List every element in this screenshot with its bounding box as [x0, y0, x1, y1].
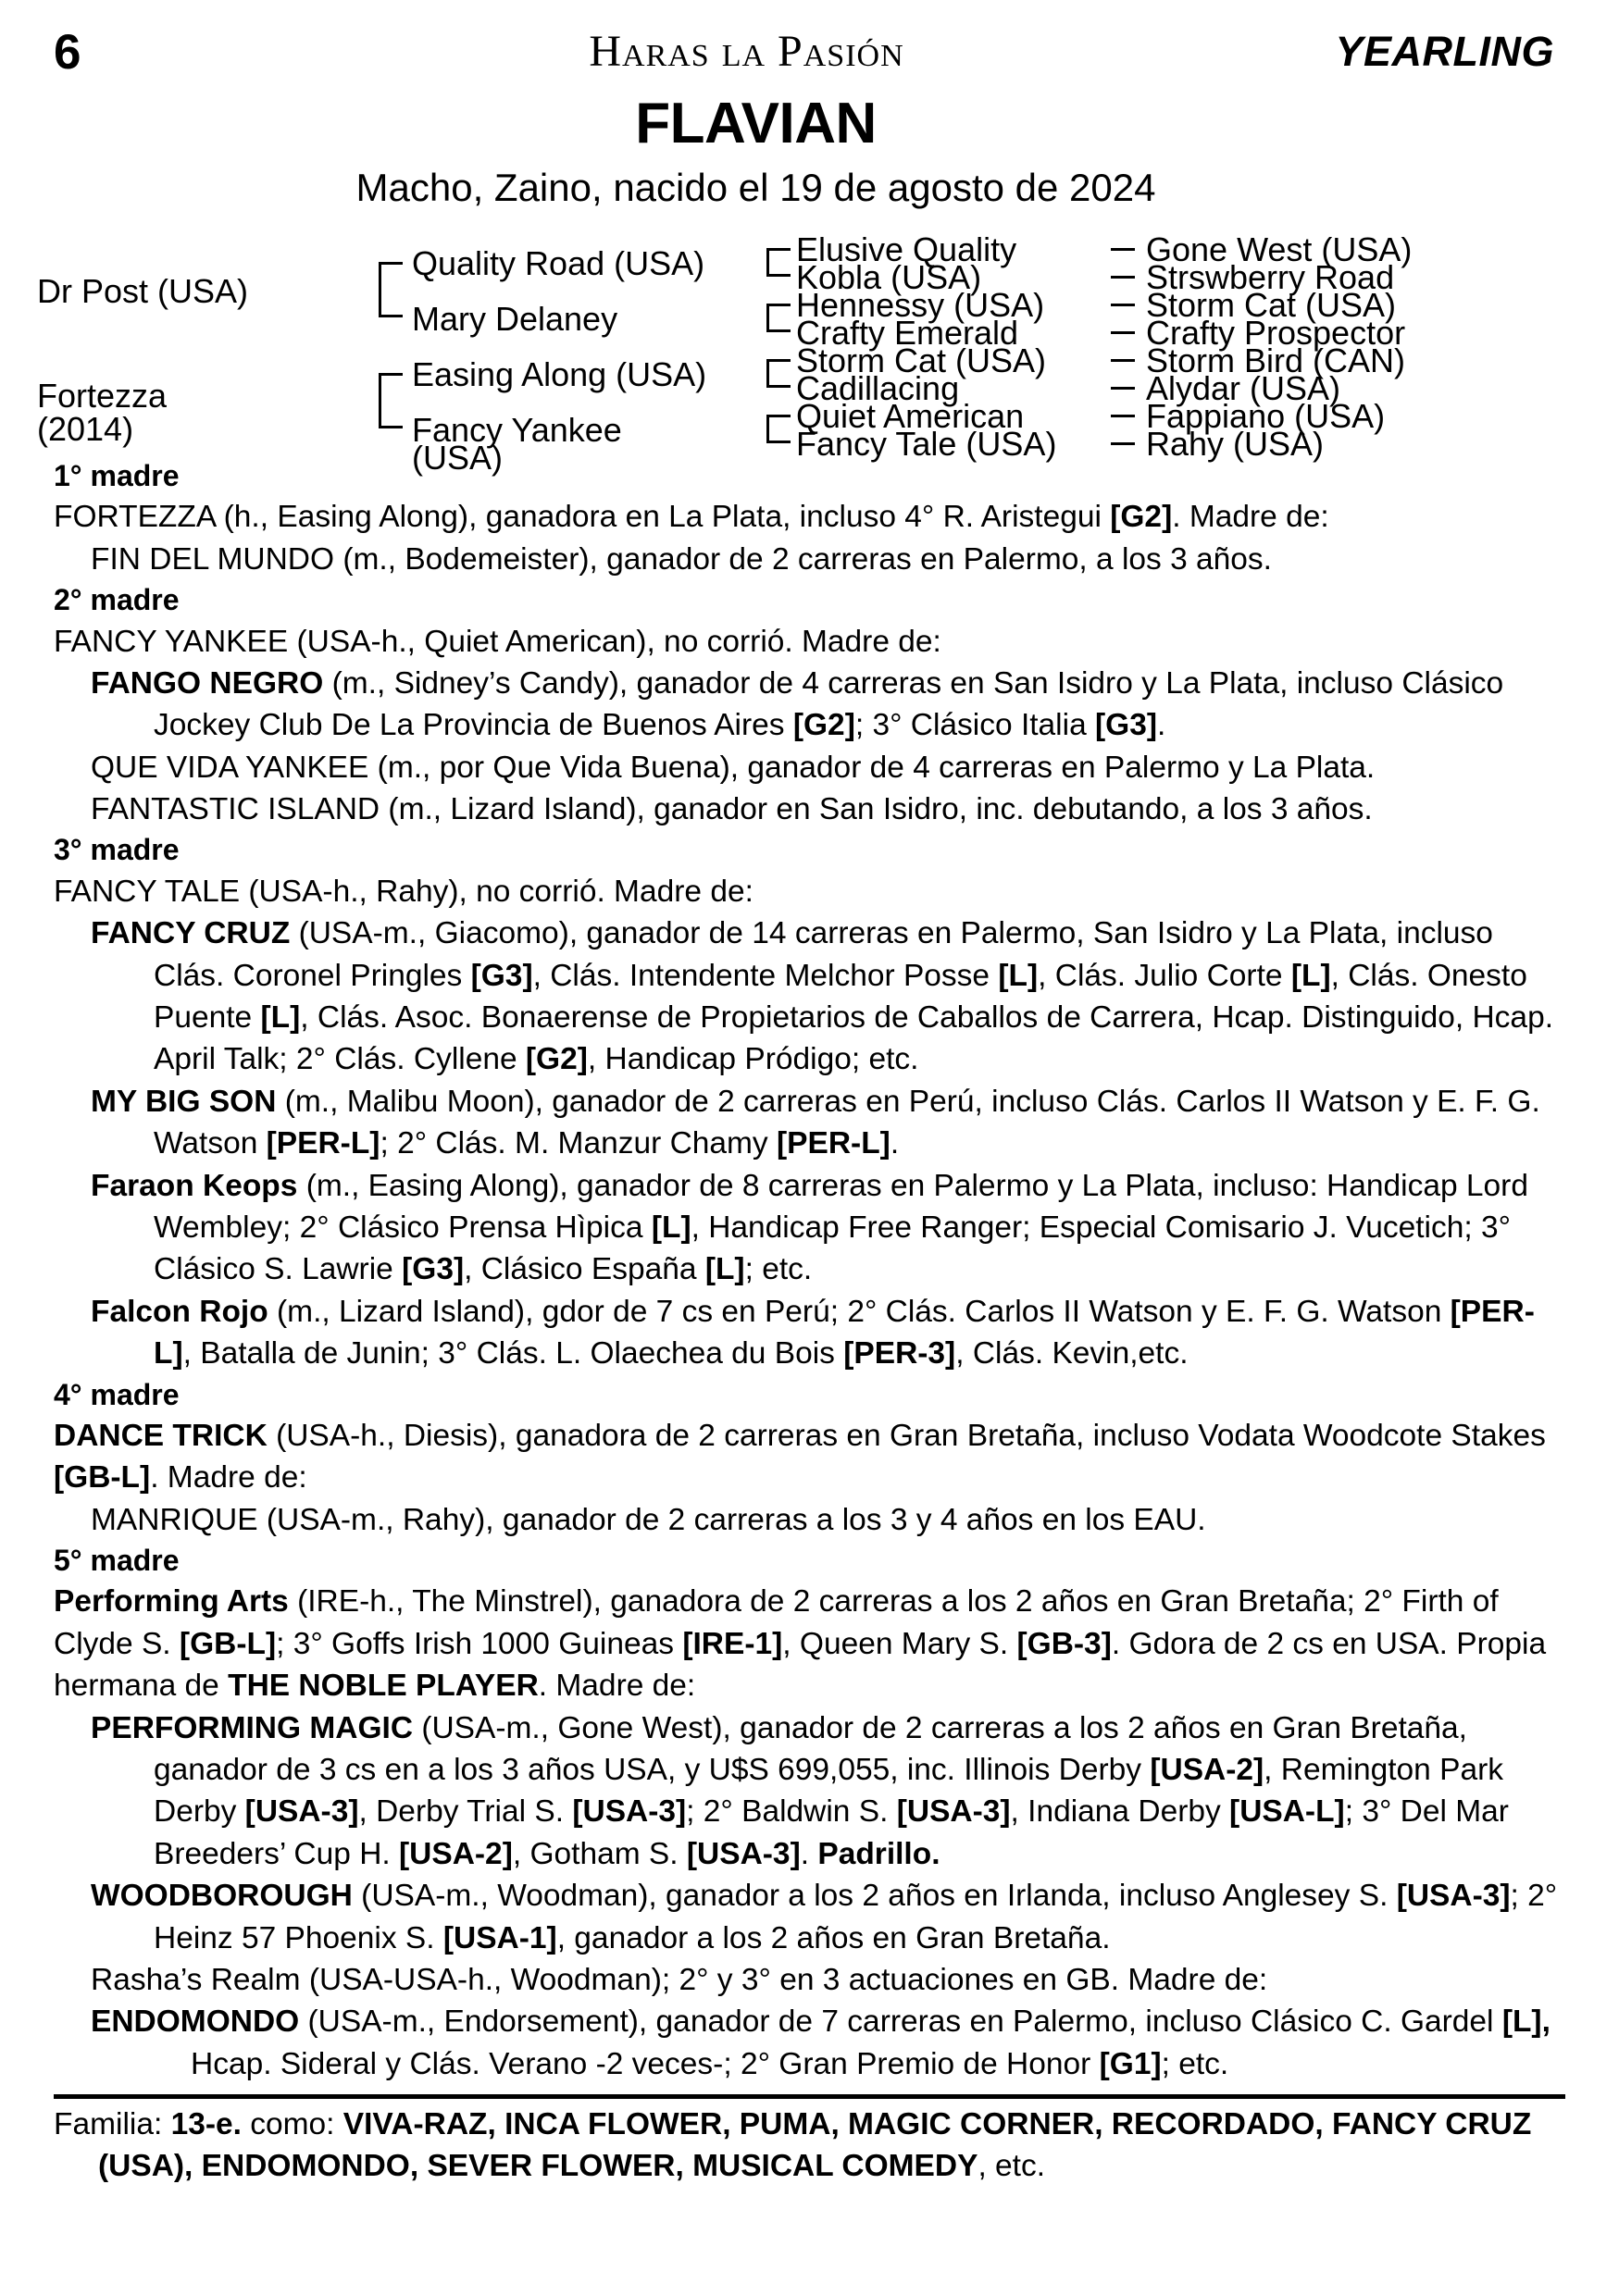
pedigree-entry: Falcon Rojo (m., Lizard Island), gdor de 7 cs en Perú; 2° Clás. Carlos II Watson y E. F. G. Watson [PER-L], Batalla de Junin; 3° Clás. L. Olaechea du Bois [PER-3], Clás. Kevin,etc.: [91, 1294, 1535, 1371]
pedigree-sire-sire: Quality Road (USA): [412, 244, 705, 282]
pedigree-brace-sire: [379, 262, 403, 317]
pedigree-entry: QUE VIDA YANKEE (m., por Que Vida Buena), ganador de 4 carreras en Palermo y La Plata.: [91, 750, 1376, 785]
pedigree-g4-3: Crafty Prospector: [1146, 314, 1406, 352]
pedigree-g4-1: Strswberry Road: [1146, 258, 1395, 296]
pedigree-g4-2: Storm Cat (USA): [1146, 286, 1397, 324]
pedigree-g4-5: Alydar (USA): [1146, 369, 1341, 407]
generation-heading: 3° madre: [54, 833, 180, 867]
pedigree-g3-4: Storm Cat (USA): [796, 341, 1047, 379]
pedigree-g3-3: Crafty Emerald: [796, 314, 1019, 352]
familia-footer: [54, 2104, 1565, 2187]
page-header: [54, 0, 1565, 89]
pedigree-dash-4: [1111, 359, 1135, 362]
pedigree-g4-7: Rahy (USA): [1146, 425, 1325, 463]
pedigree-dam-dam-suffix: (USA): [412, 439, 503, 477]
pedigree-entry: MY BIG SON (m., Malibu Moon), ganador de 2 carreras en Perú, incluso Clás. Carlos II Watson y E. F. G. Watson [PER-L]; 2° Clás. M. Manzur Chamy [PER-L].: [91, 1084, 1540, 1161]
pedigree-dash-2: [1111, 304, 1135, 306]
generation-heading: 2° madre: [54, 583, 180, 617]
pedigree-dash-1: [1111, 276, 1135, 279]
pedigree-dash-5: [1111, 387, 1135, 390]
generation-heading: 4° madre: [54, 1377, 180, 1411]
pedigree-g3-5: Cadillacing: [796, 369, 960, 407]
pedigree-g3-6: Quiet American: [796, 397, 1025, 435]
pedigree-brace-b: [766, 304, 791, 332]
pedigree-dam: Fortezza: [37, 377, 168, 415]
pedigree-g3-7: Fancy Tale (USA): [796, 425, 1057, 463]
pedigree-g3-0: Elusive Quality: [796, 230, 1017, 268]
pedigree-entry: ENDOMONDO (USA-m., Endorsement), ganador de 7 carreras en Palermo, incluso Clásico C. Gardel [L], Hcap. Sideral y Clás. Verano -2 veces-; 2° Gran Premio de Honor [G1]; etc.: [91, 2004, 1551, 2081]
pedigree-entry: Performing Arts (IRE-h., The Minstrel), ganadora de 2 carreras a los 2 años en Gran Bretaña; 2° Firth of Clyde S. [GB-L]; 3° Goffs Irish 1000 Guineas [IRE-1], Queen Mary S. [GB-3]. Gdora de 2 cs en USA. Propia hermana de THE NOBLE PLAYER. Madre de:: [54, 1584, 1547, 1704]
pedigree-g4-6: Fappiano (USA): [1146, 397, 1386, 435]
pedigree-g3-1: Kobla (USA): [796, 258, 982, 296]
pedigree-entry: Faraon Keops (m., Easing Along), ganador de 8 carreras en Palermo y La Plata, incluso: Handicap Lord Wembley; 2° Clásico Prensa Hìpica [L], Handicap Free Ranger; Especial Comisario J. Vucetich; 3° Clásico S. Lawrie [G3], Clásico España [L]; etc.: [91, 1168, 1528, 1287]
footer-divider: [54, 2094, 1565, 2099]
lot-number: 6: [54, 25, 81, 80]
pedigree-brace-dam: [379, 373, 403, 428]
generation-heading: 5° madre: [54, 1544, 180, 1578]
pedigree-entry: FIN DEL MUNDO (m., Bodemeister), ganador de 2 carreras en Palermo, a los 3 años.: [91, 541, 1272, 577]
horse-name: FLAVIAN: [635, 92, 877, 155]
pedigree-dam-year: (2014): [37, 410, 134, 448]
sale-type-label: YEARLING: [1335, 28, 1554, 75]
farm-name: Haras la Pasión: [589, 27, 904, 76]
familia-text: Familia: 13-e. como: VIVA-RAZ, INCA FLOWER, PUMA, MAGIC CORNER, RECORDADO, FANCY CRUZ (USA), ENDOMONDO, SEVER FLOWER, MUSICAL COMEDY, etc.: [54, 2107, 1532, 2183]
pedigree-g3-2: Hennessy (USA): [796, 286, 1045, 324]
pedigree-g4-0: Gone West (USA): [1146, 230, 1413, 268]
pedigree-entry: DANCE TRICK (USA-h., Diesis), ganadora de 2 carreras en Gran Bretaña, incluso Vodata Woodcote Stakes [GB-L]. Madre de:: [54, 1418, 1546, 1496]
pedigree-dash-3: [1111, 331, 1135, 334]
pedigree-dash-6: [1111, 415, 1135, 417]
pedigree-sire-dam: Mary Delaney: [412, 300, 618, 338]
pedigree-narrative: [54, 456, 1565, 2085]
pedigree-entry: MANRIQUE (USA-m., Rahy), ganador de 2 carreras a los 3 y 4 años en los EAU.: [91, 1502, 1206, 1537]
pedigree-entry: WOODBOROUGH (USA-m., Woodman), ganador a los 2 años en Irlanda, incluso Anglesey S. [USA-3]; 2° Heinz 57 Phoenix S. [USA-1], ganador a los 2 años en Gran Bretaña.: [91, 1879, 1558, 1955]
pedigree-entry: FANGO NEGRO (m., Sidney’s Candy), ganador de 4 carreras en San Isidro y La Plata, incluso Clásico Jockey Club De La Provincia de Buenos Aires [G2]; 3° Clásico Italia [G3].: [91, 665, 1504, 743]
pedigree-entry: PERFORMING MAGIC (USA-m., Gone West), ganador de 2 carreras a los 2 años en Gran Bretaña, ganador de 3 cs en a los 3 años USA, y U$S 699,055, inc. Illinois Derby [USA-2], Remington Park Derby [USA-3], Derby Trial S. [USA-3]; 2° Baldwin S. [USA-3], Indiana Derby [USA-L]; 3° Del Mar Breeders’ Cup H. [USA-2], Gotham S. [USA-3]. Padrillo.: [91, 1710, 1509, 1871]
pedigree-brace-d: [766, 415, 791, 443]
pedigree-brace-c: [766, 359, 791, 388]
pedigree-entry: FANCY YANKEE (USA-h., Quiet American), no corrió. Madre de:: [54, 624, 941, 659]
pedigree-sire: Dr Post (USA): [37, 272, 249, 310]
pedigree-dam-sire: Easing Along (USA): [412, 355, 707, 393]
pedigree-entry: Rasha’s Realm (USA-USA-h., Woodman); 2° y 3° en 3 actuaciones en GB. Madre de:: [91, 1962, 1268, 1997]
pedigree-entry: FANCY TALE (USA-h., Rahy), no corrió. Madre de:: [54, 874, 753, 909]
pedigree-brace-a: [766, 248, 791, 277]
horse-description: Macho, Zaino, nacido el 19 de agosto de 2024: [355, 166, 1156, 209]
pedigree-dash-0: [1111, 248, 1135, 251]
pedigree-g4-4: Storm Bird (CAN): [1146, 341, 1406, 379]
pedigree-entry: FORTEZZA (h., Easing Along), ganadora en La Plata, incluso 4° R. Aristegui [G2]. Madre de:: [54, 500, 1329, 535]
pedigree-entry: FANTASTIC ISLAND (m., Lizard Island), ganador en San Isidro, inc. debutando, a los 3 años.: [91, 792, 1373, 827]
generation-heading: 1° madre: [54, 459, 180, 492]
pedigree-entry: FANCY CRUZ (USA-m., Giacomo), ganador de 14 carreras en Palermo, San Isidro y La Plata, incluso Clás. Coronel Pringles [G3], Clás. Intendente Melchor Posse [L], Clás. Julio Corte [L], Clás. Onesto Puente [L], Clás. Asoc. Bonaerense de Propietarios de Caballos de Carrera, Hcap. Distinguido, Hcap. April Talk; 2° Clás. Cyllene [G2], Handicap Pródigo; etc.: [91, 916, 1554, 1077]
pedigree-dash-7: [1111, 442, 1135, 445]
pedigree-dam-dam: Fancy Yankee: [412, 411, 622, 449]
